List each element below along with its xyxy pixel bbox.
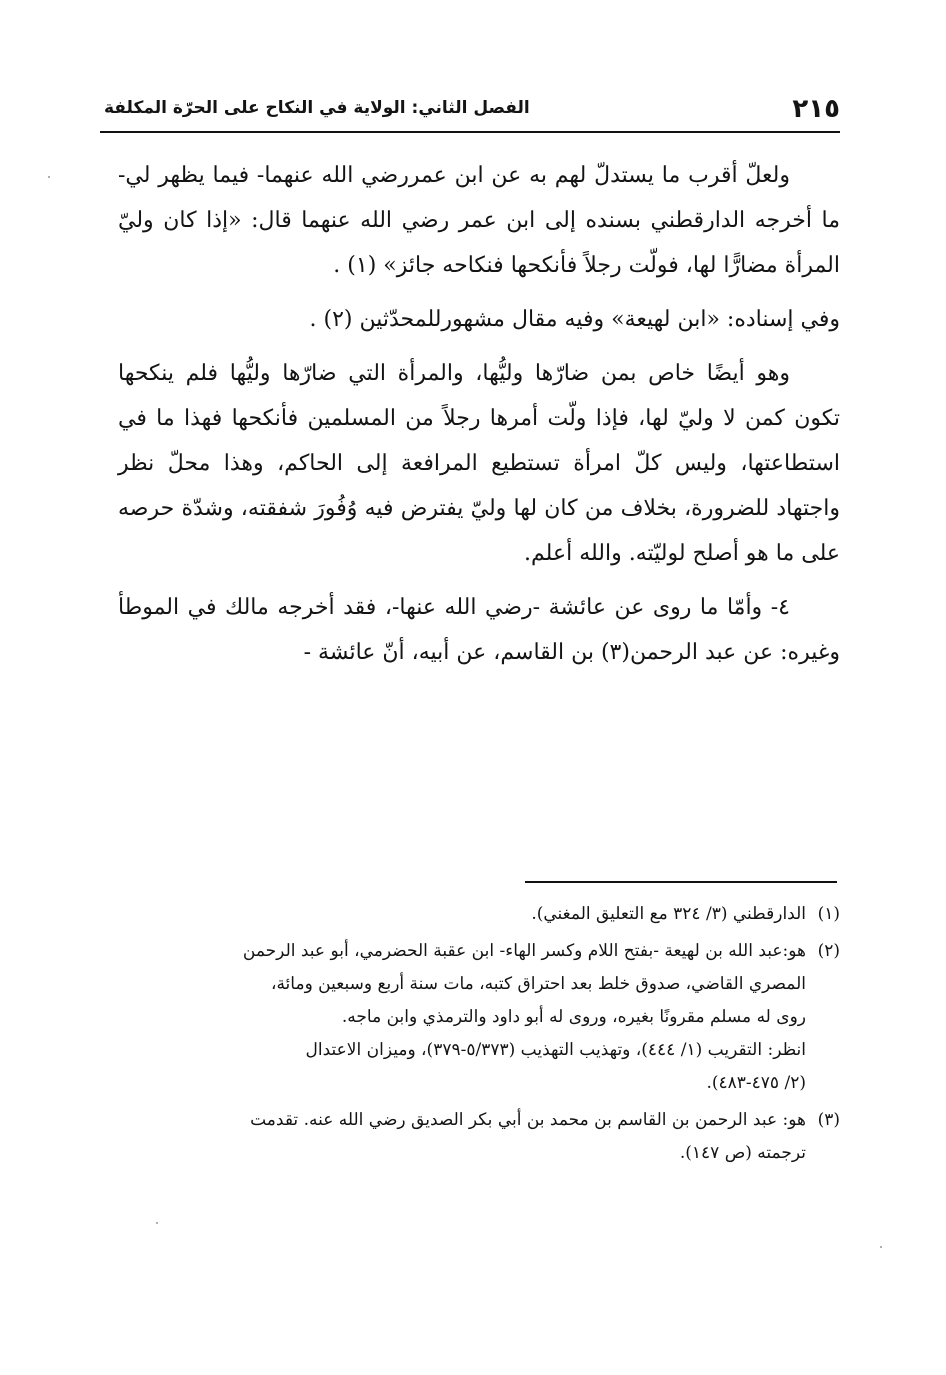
running-title: الفصل الثاني: الولاية في النكاح على الحرّة المكلفة	[104, 98, 530, 118]
footnote-3	[118, 1104, 840, 1170]
footnote-line: الدارقطني (٣/ ٣٢٤ مع التعليق المغني).	[531, 904, 806, 924]
header-divider	[100, 131, 840, 133]
footnote-2	[118, 935, 840, 1100]
page-number: ٢١٥	[792, 94, 840, 124]
footnote-text	[118, 898, 806, 931]
footnote-line: هو: عبد الرحمن بن القاسم بن محمد بن أبي بكر الصديق رضي الله عنه. تقدمت	[250, 1110, 806, 1130]
footnotes	[118, 898, 840, 1174]
scan-speck	[48, 176, 50, 178]
scan-speck	[880, 1246, 882, 1248]
footnote-line: انظر: التقريب (١/ ٤٤٤)، وتهذيب التهذيب (٥/٣٧٣-٣٧٩)، وميزان الاعتدال	[305, 1040, 806, 1060]
paragraph: وفي إسناده: «ابن لهيعة» وفيه مقال مشهورللمحدّثين (٢) .	[309, 307, 840, 332]
footnote-number: (٢)	[817, 941, 840, 961]
footnote-number: (٣)	[817, 1110, 840, 1130]
paragraph: ٤- وأمّا ما روى عن عائشة -رضي الله عنها-، فقد أخرجه مالك في الموطأ وغيره: عن عبد الرحمن(٣) بن القاسم، عن أبيه، أنّ عائشة -	[118, 595, 840, 665]
scan-speck	[156, 1222, 158, 1224]
footnote-line: ترجمته (ص ١٤٧).	[679, 1143, 806, 1163]
footnote-text	[118, 935, 806, 1100]
paragraph: ولعلّ أقرب ما يستدلّ لهم به عن ابن عمررضي الله عنهما- فيما يظهر لي- ما أخرجه الدارقطني بسنده إلى ابن عمر رضي الله عنهما قال: «إذا كان وليّ المرأة مضارًّا لها، فولّت رجلاً فأنكحها فنكاحه جائز» (١) .	[118, 163, 840, 278]
main-text	[118, 153, 840, 675]
footnote-line: روى له مسلم مقرونًا بغيره، وروى له أبو داود والترمذي وابن ماجه.	[341, 1007, 806, 1027]
footnote-1	[118, 898, 840, 931]
footnote-text	[118, 1104, 806, 1170]
paragraph: وهو أيضًا خاص بمن ضارّها وليُّها، والمرأة التي ضارّها وليُّها فلم ينكحها تكون كمن لا وليّ لها، فإذا ولّت أمرها رجلاً من المسلمين فأنكحها فهذا ما في استطاعتها، وليس كلّ امرأة تستطيع المرافعة إلى الحاكم، وهذا محلّ نظر واجتهاد للضرورة، بخلاف من كان لها وليّ يفترض فيه وُفُورَ شفقته، وشدّة حرصه على ما هو أصلح لوليّته. والله أعلم.	[118, 361, 840, 566]
footnote-line: (٢/ ٤٧٥-٤٨٣).	[706, 1073, 806, 1093]
page-header	[100, 92, 840, 130]
footnote-number: (١)	[817, 904, 840, 924]
footnote-line: المصري القاضي، صدوق خلط بعد احتراق كتبه، مات سنة أربع وسبعين ومائة،	[270, 974, 806, 994]
footnote-line: هو:عبد الله بن لهيعة -بفتح اللام وكسر الهاء- ابن عقبة الحضرمي، أبو عبد الرحمن	[242, 941, 806, 961]
footnote-divider	[525, 881, 837, 883]
